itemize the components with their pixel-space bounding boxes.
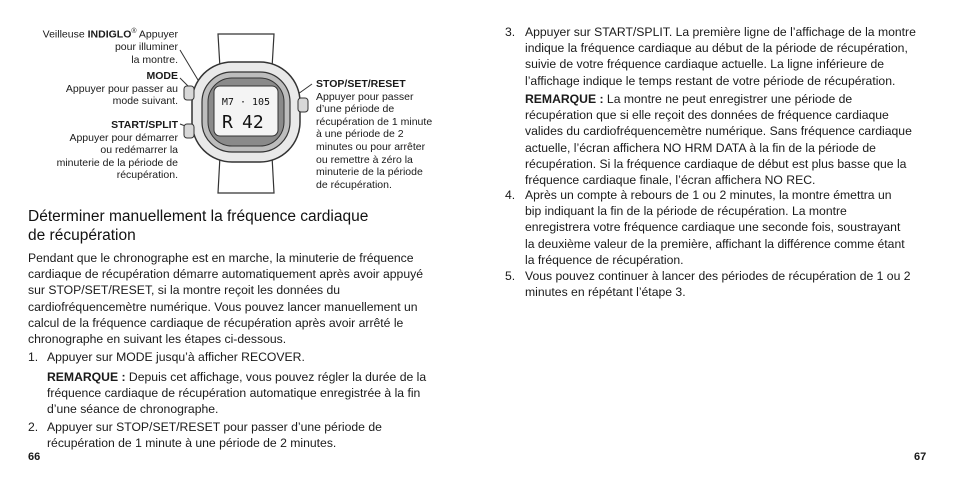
right-page	[477, 0, 954, 477]
remark-2: REMARQUE : La montre ne peut enregistrer une période de récupération que si elle reçoit des données de fréquence cardiaque valides du cardiofréquencemètre numérique. Sans fréquence cardiaque actuelle, l’écran affichera NO HRM DATA à la fin de la période de récupération. Si la fréquence cardiaque de début est plus basse que la fréquence cardiaque finale, l’écran affichera NO REC.	[525, 92, 912, 188]
step-4: 4. Après un compte à rebours de 1 ou 2 minutes, la montre émettra un bip indiquant la fin de la période de récupération. La montre enregistrera votre fréquence cardiaque une seconde fois, soustrayant la deuxième valeur de la première, affichant la différence comme étant la fréquence de récupération.	[505, 188, 905, 267]
stop-set-reset-callout: STOP/SET/RESET Appuyer pour passer d’une période de récupération de 1 minute à une période de 2 minutes ou pour arrêter ou remettre à zéro la minuterie de la période de récupération.	[316, 78, 433, 191]
intro-paragraph: Pendant que le chronographe est en marche, la minuterie de fréquence cardiaque de récupération démarre automatiquement après avoir appuyé sur STOP/SET/RESET, si la montre reçoit les données du cardiofréquencemètre numérique. Vous pouvez lancer manuellement un calcul de la fréquence cardiaque de récupération après avoir arrêté le chronographe en suivant les étapes ci-dessous.	[28, 251, 423, 347]
page-number-left: 66	[28, 451, 41, 463]
watch-display-value: 42	[242, 112, 264, 133]
step-3: 3. Appuyer sur START/SPLIT. La première ligne de l’affichage de la montre indique la fréquence cardiaque au début de la période de récupération, suivie de votre fréquence cardiaque actuelle. La ligne inférieure de l’affichage indique le temps restant de votre période de récupération.	[505, 25, 916, 88]
step-2: 2. Appuyer sur STOP/SET/RESET pour passer d’une période de récupération de 1 minute à une période de 2 minutes.	[28, 420, 382, 451]
indiglo-callout: Veilleuse INDIGLO® Appuyer pour illuminer la montre.	[42, 28, 178, 66]
remark-1: REMARQUE : Depuis cet affichage, vous pouvez régler la durée de la fréquence cardiaque de récupération automatique enregistrée à la fin d’une séance de chronographe.	[47, 370, 427, 417]
watch-display-mode: R	[222, 112, 233, 133]
start-split-callout: START/SPLIT Appuyer pour démarrer ou redémarrer la minuterie de la période de récupération.	[56, 119, 178, 182]
watch-illustration	[176, 28, 316, 198]
watch-display-top: M7 · 105	[221, 97, 271, 108]
page-number-right: 67	[914, 451, 927, 463]
step-1: 1. Appuyer sur MODE jusqu’à afficher RECOVER.	[28, 350, 305, 364]
mode-callout: MODE Appuyer pour passer au mode suivant.	[65, 70, 178, 108]
section-heading: Déterminer manuellement la fréquence cardiaque de récupération	[28, 208, 369, 244]
step-5: 5. Vous pouvez continuer à lancer des périodes de récupération de 1 ou 2 minutes en répétant l’étape 3.	[505, 269, 911, 300]
